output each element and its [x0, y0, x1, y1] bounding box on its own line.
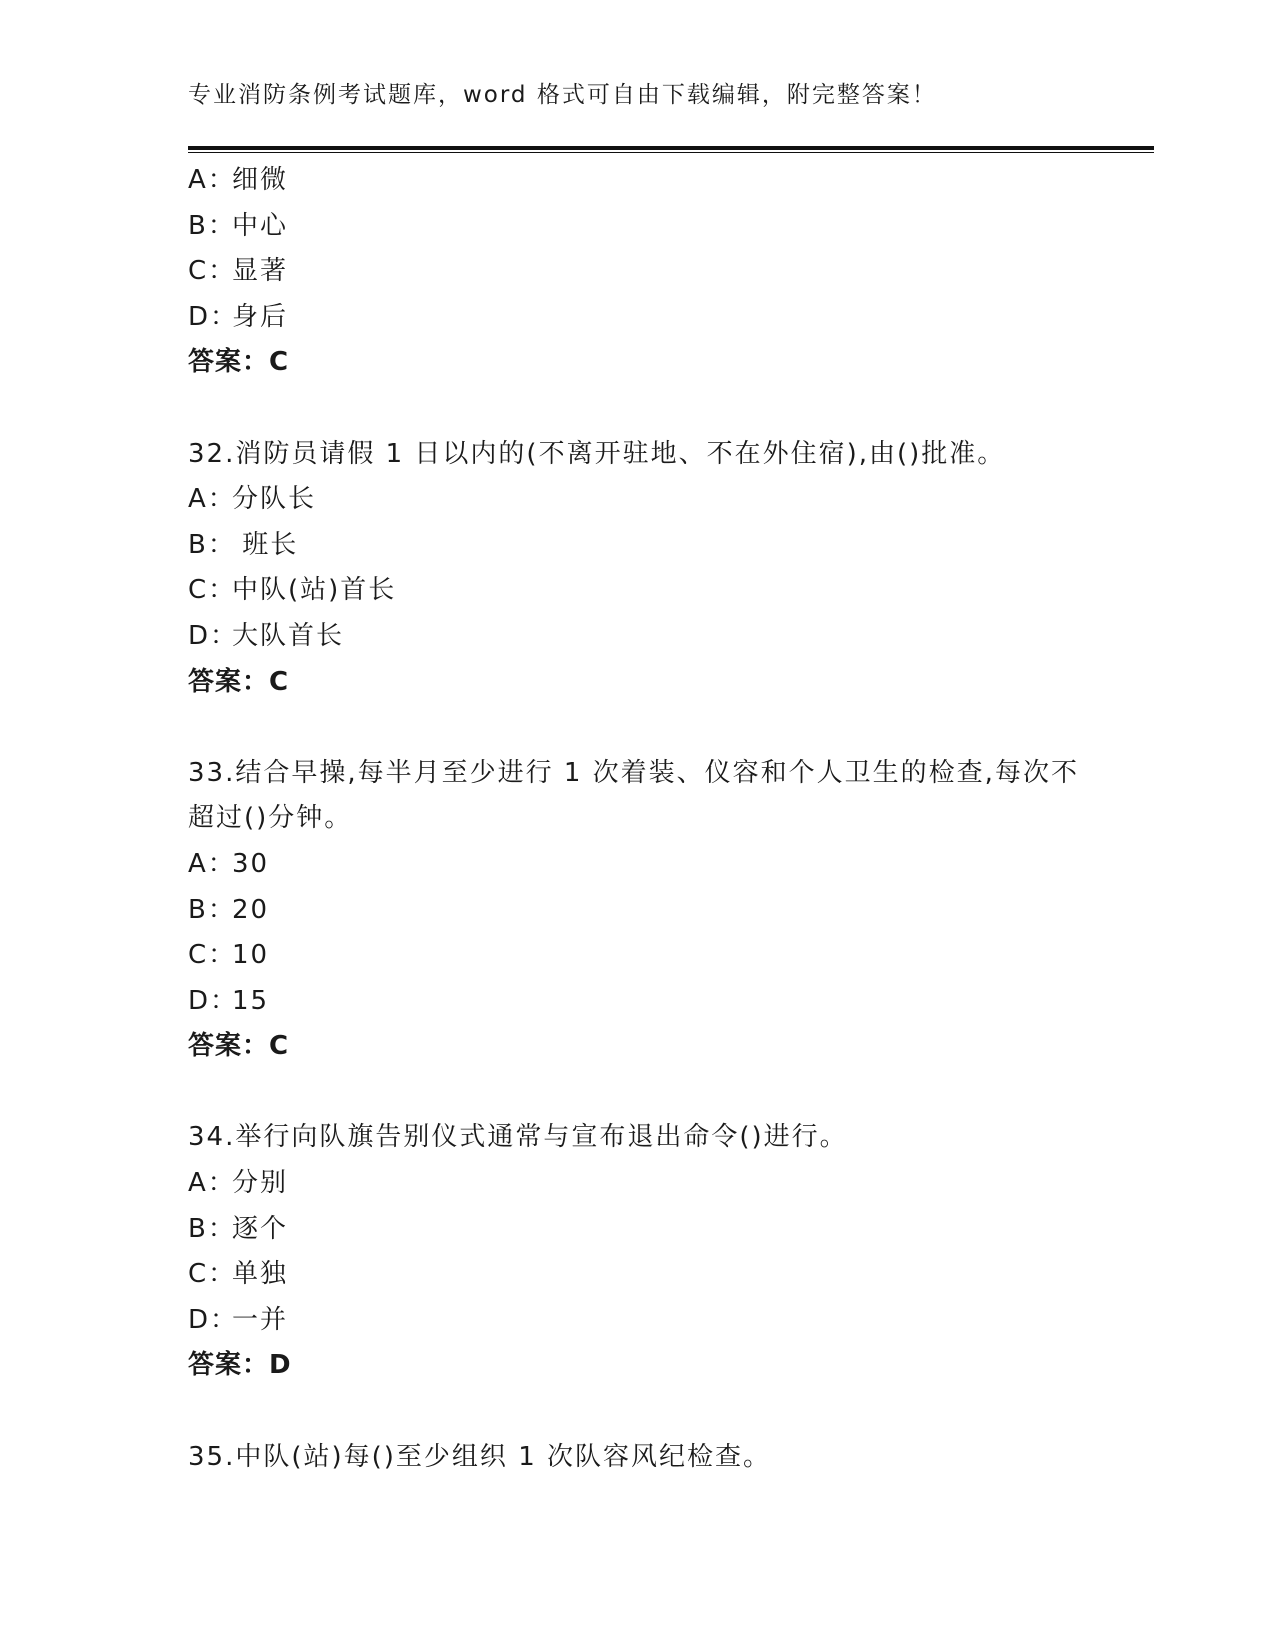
spacer: [188, 386, 1148, 432]
option-d: [188, 295, 1148, 341]
option-a: [188, 477, 1148, 523]
option-letter: C：: [188, 575, 237, 606]
option-text: 逐个: [232, 1213, 289, 1244]
option-c: [188, 568, 1148, 614]
option-text: 中队(站)首长: [232, 575, 397, 606]
option-text: 中心: [232, 210, 289, 241]
option-text: 20: [232, 894, 270, 925]
option-text: 15: [232, 985, 270, 1016]
option-text: 班长: [232, 529, 299, 560]
option-letter: A：: [188, 1168, 236, 1199]
option-b: [188, 523, 1148, 569]
question-32: [188, 432, 1148, 706]
option-letter: A：: [188, 848, 236, 879]
option-c: [188, 933, 1148, 979]
option-letter: C：: [188, 256, 237, 287]
option-a: [188, 842, 1148, 888]
option-text: 分别: [232, 1168, 289, 1199]
option-c: [188, 1252, 1148, 1298]
option-c: [188, 249, 1148, 295]
option-d: [188, 979, 1148, 1025]
option-letter: A：: [188, 165, 236, 195]
option-d: [188, 1298, 1148, 1344]
question-text: 33.结合早操,每半月至少进行 1 次着装、仪容和个人卫生的检查,每次不超过()分钟。: [188, 757, 1079, 834]
answer: 答案：C: [188, 347, 290, 378]
option-b: [188, 204, 1148, 250]
spacer: [188, 1389, 1148, 1435]
spacer: [188, 705, 1148, 751]
option-text: 10: [232, 940, 270, 971]
answer: 答案：C: [188, 666, 290, 697]
page-header: 专业消防条例考试题库，word 格式可自由下载编辑，附完整答案！: [188, 82, 937, 108]
option-letter: D：: [188, 985, 239, 1016]
question-34: [188, 1115, 1148, 1389]
option-text: 身后: [232, 301, 289, 332]
option-a: [188, 1161, 1148, 1207]
option-b: [188, 888, 1148, 934]
option-letter: A：: [188, 484, 236, 515]
option-letter: C：: [188, 940, 237, 971]
option-letter: D：: [188, 1304, 239, 1335]
option-letter: D：: [188, 620, 239, 651]
option-letter: C：: [188, 1259, 237, 1290]
answer: 答案：C: [188, 1031, 290, 1062]
header-divider: [188, 146, 1154, 153]
question-35: [188, 1435, 1148, 1481]
option-letter: B：: [188, 529, 236, 560]
question-33: [188, 751, 1148, 1070]
option-text: 细微: [232, 165, 289, 195]
option-letter: D：: [188, 301, 239, 332]
option-text: 单独: [232, 1259, 289, 1290]
question-text: 35.中队(站)每()至少组织 1 次队容风纪检查。: [188, 1441, 771, 1472]
option-letter: B：: [188, 1213, 236, 1244]
option-d: [188, 614, 1148, 660]
option-letter: B：: [188, 210, 236, 241]
question-list: [188, 158, 1148, 1480]
option-text: 30: [232, 848, 270, 879]
question-31: [188, 158, 1148, 386]
question-text: 32.消防员请假 1 日以内的(不离开驻地、不在外住宿),由()批准。: [188, 438, 1006, 469]
option-text: 一并: [232, 1304, 289, 1335]
option-letter: B：: [188, 894, 236, 925]
spacer: [188, 1070, 1148, 1116]
answer: 答案：D: [188, 1350, 292, 1381]
option-text: 大队首长: [232, 620, 345, 651]
option-b: [188, 1207, 1148, 1253]
option-a: [188, 158, 1148, 204]
option-text: 分队长: [232, 484, 317, 515]
question-text: 34.举行向队旗告别仪式通常与宣布退出命令()进行。: [188, 1122, 848, 1153]
option-text: 显著: [232, 256, 289, 287]
